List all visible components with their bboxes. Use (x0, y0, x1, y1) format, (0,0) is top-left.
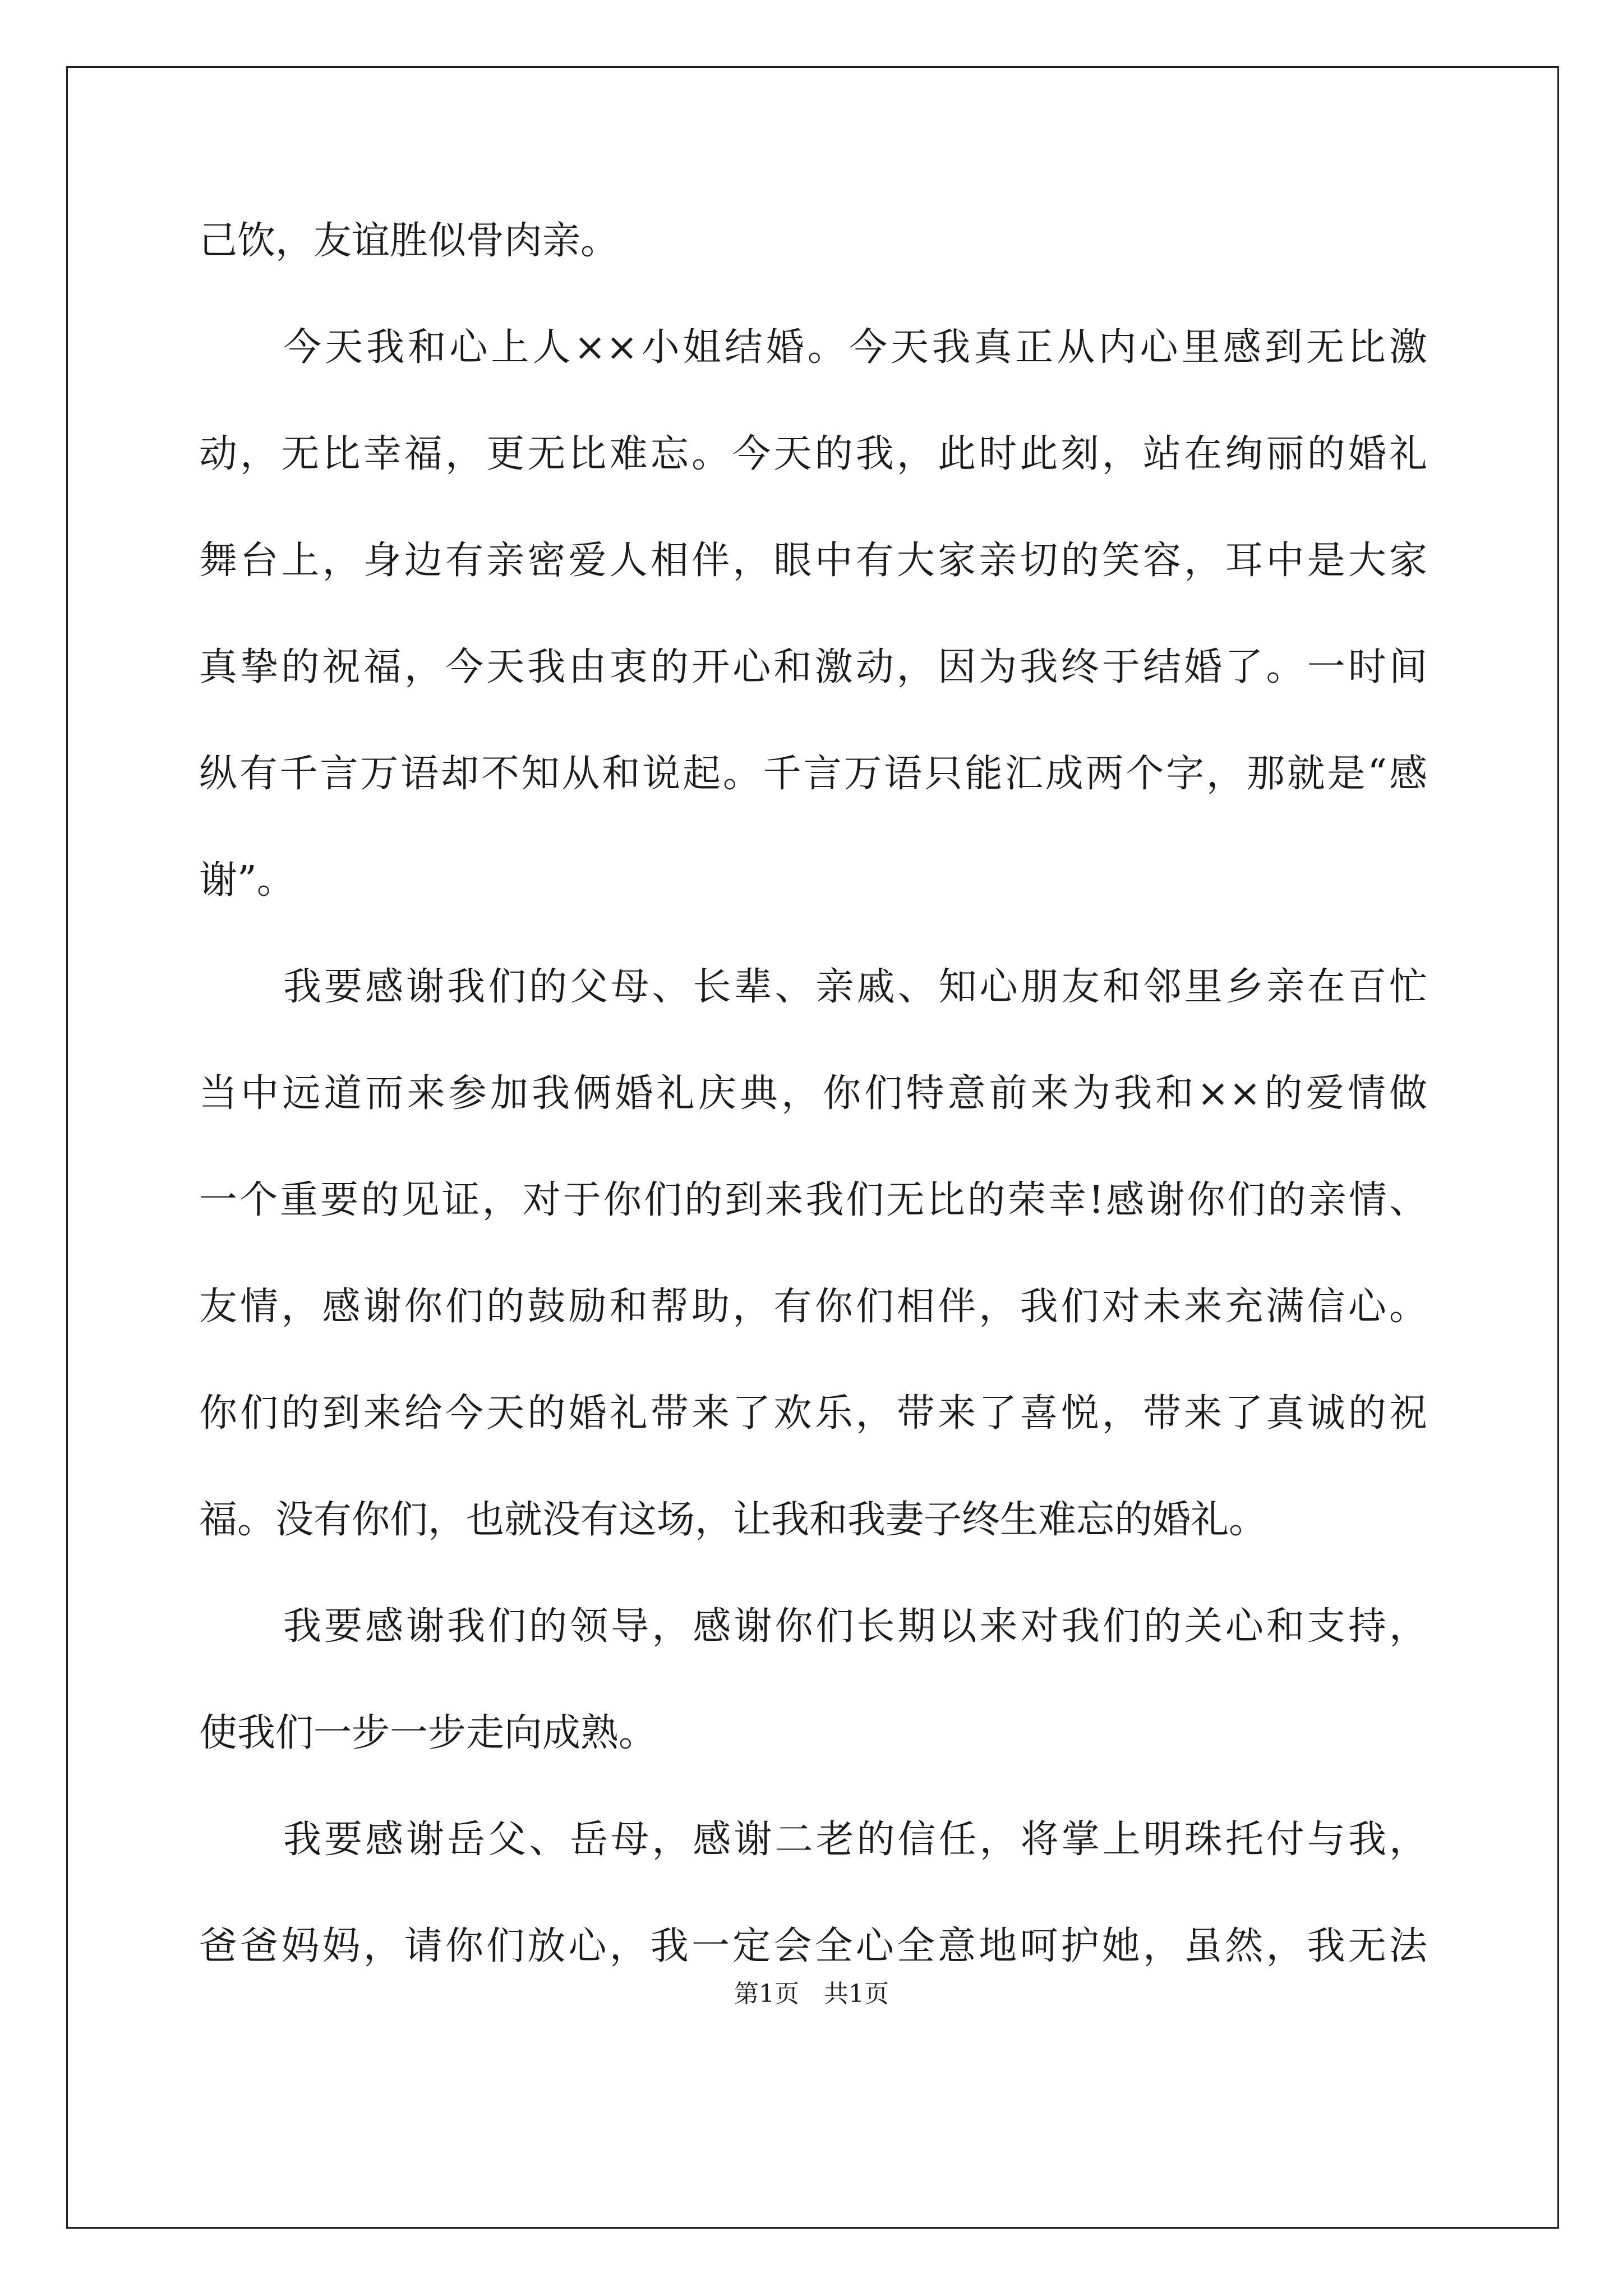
text-line: 己饮，友谊胜似骨肉亲。 (199, 219, 619, 263)
text-line: 舞台上，身边有亲密爱人相伴，眼中有大家亲切的笑容，耳中是大家 (199, 539, 1427, 583)
text-line: 使我们一步一步走向成熟。 (199, 1711, 657, 1755)
text-line: 友情，感谢你们的鼓励和帮助，有你们相伴，我们对未来充满信心。 (199, 1285, 1427, 1329)
text-line: 我要感谢我们的父母、长辈、亲戚、知心朋友和邻里乡亲在百忙 (283, 965, 1427, 1009)
text-line: 我要感谢岳父、岳母，感谢二老的信任，将掌上明珠托付与我， (283, 1818, 1427, 1862)
text-line: 福。没有你们，也就没有这场，让我和我妻子终生难忘的婚礼。 (199, 1498, 1267, 1542)
text-line: 动，无比幸福，更无比难忘。今天的我，此时此刻，站在绚丽的婚礼 (199, 432, 1427, 476)
page-footer: 第1页 共1页 (734, 1980, 889, 2008)
text-line: 爸爸妈妈，请你们放心，我一定会全心全意地呵护她，虽然，我无法 (199, 1924, 1427, 1968)
text-line: 当中远道而来参加我俩婚礼庆典，你们特意前来为我和××的爱情做 (199, 1071, 1427, 1116)
document-body (199, 213, 1427, 2025)
text-line: 一个重要的见证，对于你们的到来我们无比的荣幸!感谢你们的亲情、 (199, 1178, 1427, 1222)
text-line: 今天我和心上人××小姐结婚。今天我真正从内心里感到无比激 (283, 325, 1427, 370)
text-line: 纵有千言万语却不知从和说起。千言万语只能汇成两个字，那就是“感 (199, 752, 1427, 796)
text-line: 真挚的祝福，今天我由衷的开心和激动，因为我终于结婚了。一时间 (199, 645, 1427, 689)
text-line: 谢”。 (199, 858, 295, 903)
text-line: 你们的到来给今天的婚礼带来了欢乐，带来了喜悦，带来了真诚的祝 (199, 1391, 1427, 1435)
text-line: 我要感谢我们的领导，感谢你们长期以来对我们的关心和支持， (283, 1604, 1427, 1649)
